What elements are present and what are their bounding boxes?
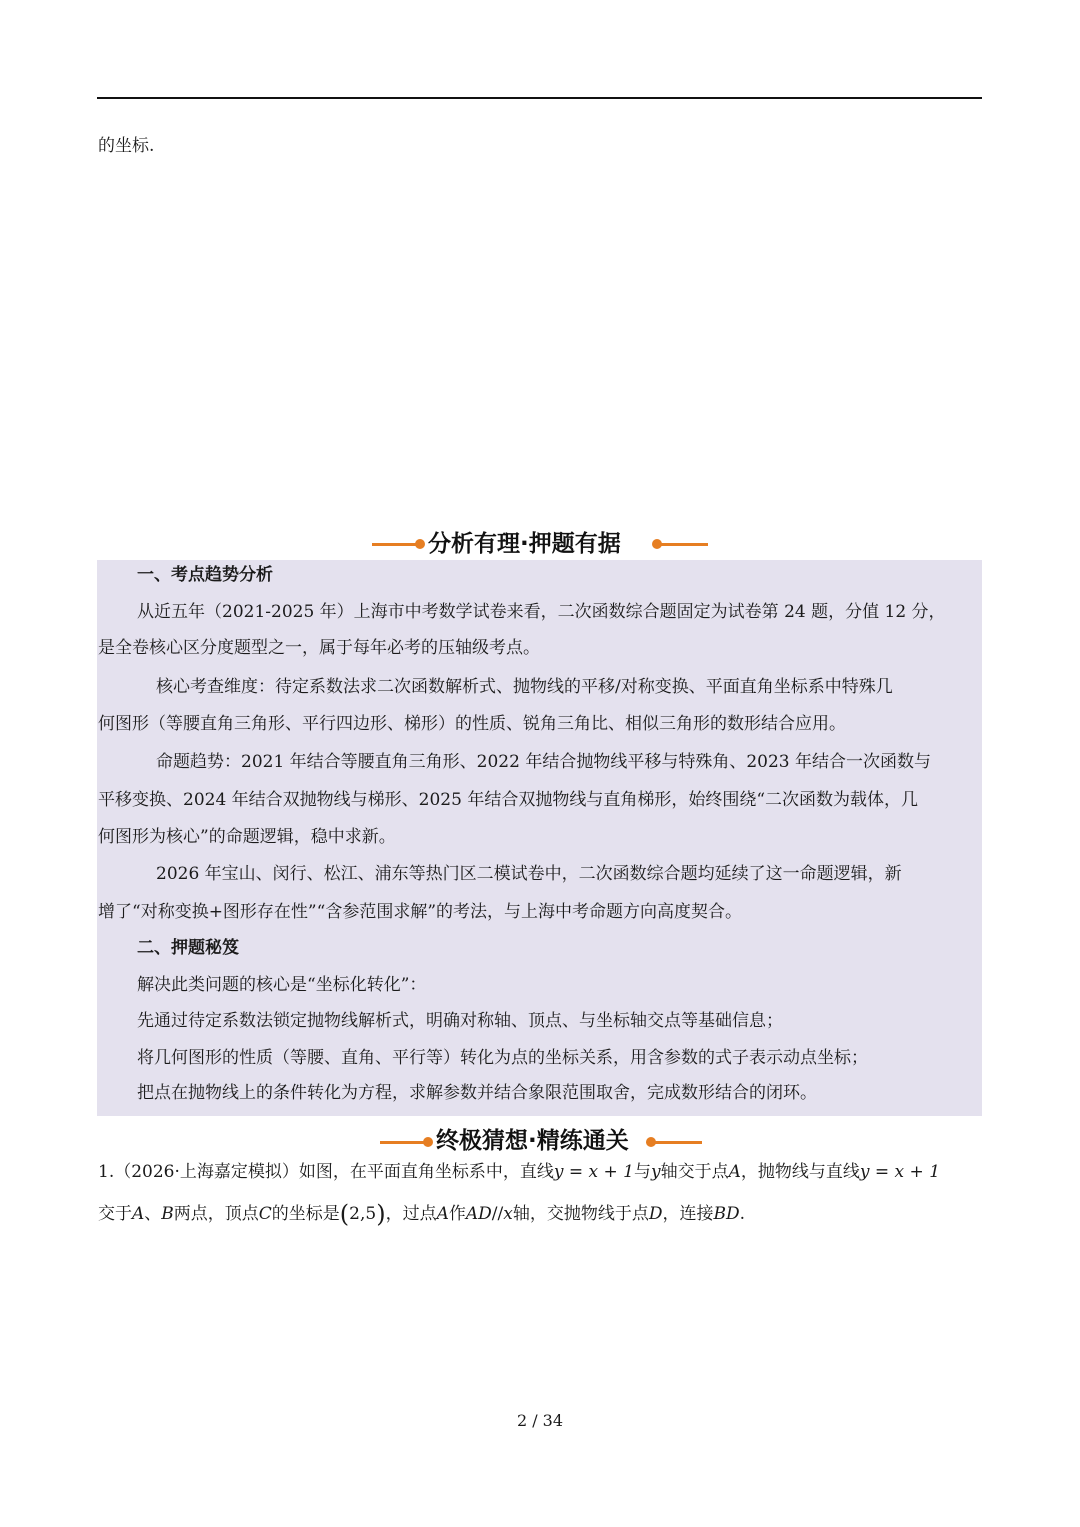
paragraph-line: 平移变换、2024 年结合双抛物线与梯形、2025 年结合双抛物线与直角梯形，始终围绕“二次函数为载体，几 xyxy=(98,790,919,810)
continuation-text: 的坐标. xyxy=(98,136,155,156)
math-coordinate: 2,5 xyxy=(349,1204,377,1224)
paragraph-line: 2026 年宝山、闵行、松江、浦东等热门区二模试卷中，二次函数综合题均延续了这一命题逻辑，新 xyxy=(156,864,902,884)
tip-line: 解决此类问题的核心是“坐标化转化”： xyxy=(137,975,427,995)
paragraph-line: 是全卷核心区分度题型之一，属于每年必考的压轴级考点。 xyxy=(98,638,540,658)
paragraph-line: 增了“对称变换+图形存在性”“含参范围求解”的考法，与上海中考命题方向高度契合。 xyxy=(98,902,743,922)
math-equation: y = x + 1 xyxy=(553,1162,635,1182)
math-equation: y = x + 1 xyxy=(859,1162,941,1182)
analysis-box xyxy=(97,560,982,1116)
heading-tips: 二、押题秘笈 xyxy=(137,938,239,958)
heading-trend-analysis: 一、考点趋势分析 xyxy=(137,565,273,585)
math-point: A xyxy=(728,1162,741,1182)
parallel-symbol: // xyxy=(491,1204,504,1224)
banner-right-line xyxy=(654,1141,702,1144)
math-point: D xyxy=(648,1204,663,1224)
header-rule xyxy=(97,97,982,99)
paragraph-line: 从近五年（2021-2025 年）上海市中考数学试卷来看，二次函数综合题固定为试卷第 24 题，分值 12 分， xyxy=(137,602,946,622)
tip-line: 将几何图形的性质（等腰、直角、平行等）转化为点的坐标关系，用含参数的式子表示动点坐标； xyxy=(137,1048,868,1068)
section-banner-practice xyxy=(0,1124,1080,1160)
banner-title: 终极猜想·精练通关 xyxy=(436,1128,629,1154)
section-banner-analysis xyxy=(0,527,1080,563)
paragraph-line: 命题趋势：2021 年结合等腰直角三角形、2022 年结合抛物线平移与特殊角、2023 年结合一次函数与 xyxy=(156,752,932,772)
math-point: B xyxy=(161,1204,174,1224)
math-point: A xyxy=(132,1204,145,1224)
math-segment: AD xyxy=(465,1204,492,1224)
math-segment: BD xyxy=(713,1204,740,1224)
math-var: x xyxy=(503,1204,513,1224)
paragraph-line: 何图形（等腰直角三角形、平行四边形、梯形）的性质、锐角三角比、相似三角形的数形结合应用。 xyxy=(98,714,846,734)
page-number: 2 / 34 xyxy=(516,1411,564,1430)
paragraph-line: 核心考查维度：待定系数法求二次函数解析式、抛物线的平移/对称变换、平面直角坐标系中特殊几 xyxy=(156,677,893,697)
banner-left-dot xyxy=(415,539,425,549)
math-point: C xyxy=(258,1204,272,1224)
tip-line: 先通过待定系数法锁定抛物线解析式，明确对称轴、顶点、与坐标轴交点等基础信息； xyxy=(137,1011,783,1031)
tip-line: 把点在抛物线上的条件转化为方程，求解参数并结合象限范围取舍，完成数形结合的闭环。 xyxy=(137,1083,817,1103)
question-line-2: 交于A、B两点，顶点C的坐标是(2,5)，过点A作AD//x轴，交抛物线于点D，连接BD. xyxy=(98,1200,746,1228)
banner-left-dot xyxy=(423,1137,433,1147)
math-point: A xyxy=(436,1204,449,1224)
question-line-1: 1.（2026·上海嘉定模拟）如图，在平面直角坐标系中，直线y = x + 1与y轴交于点A，抛物线与直线y = x + 1 xyxy=(98,1162,941,1182)
banner-title: 分析有理·押题有据 xyxy=(428,531,621,557)
banner-left-line xyxy=(372,543,420,546)
math-var: y xyxy=(651,1162,661,1182)
banner-left-line xyxy=(380,1141,428,1144)
paragraph-line: 何图形为核心”的命题逻辑，稳中求新。 xyxy=(98,827,396,847)
banner-right-line xyxy=(660,543,708,546)
